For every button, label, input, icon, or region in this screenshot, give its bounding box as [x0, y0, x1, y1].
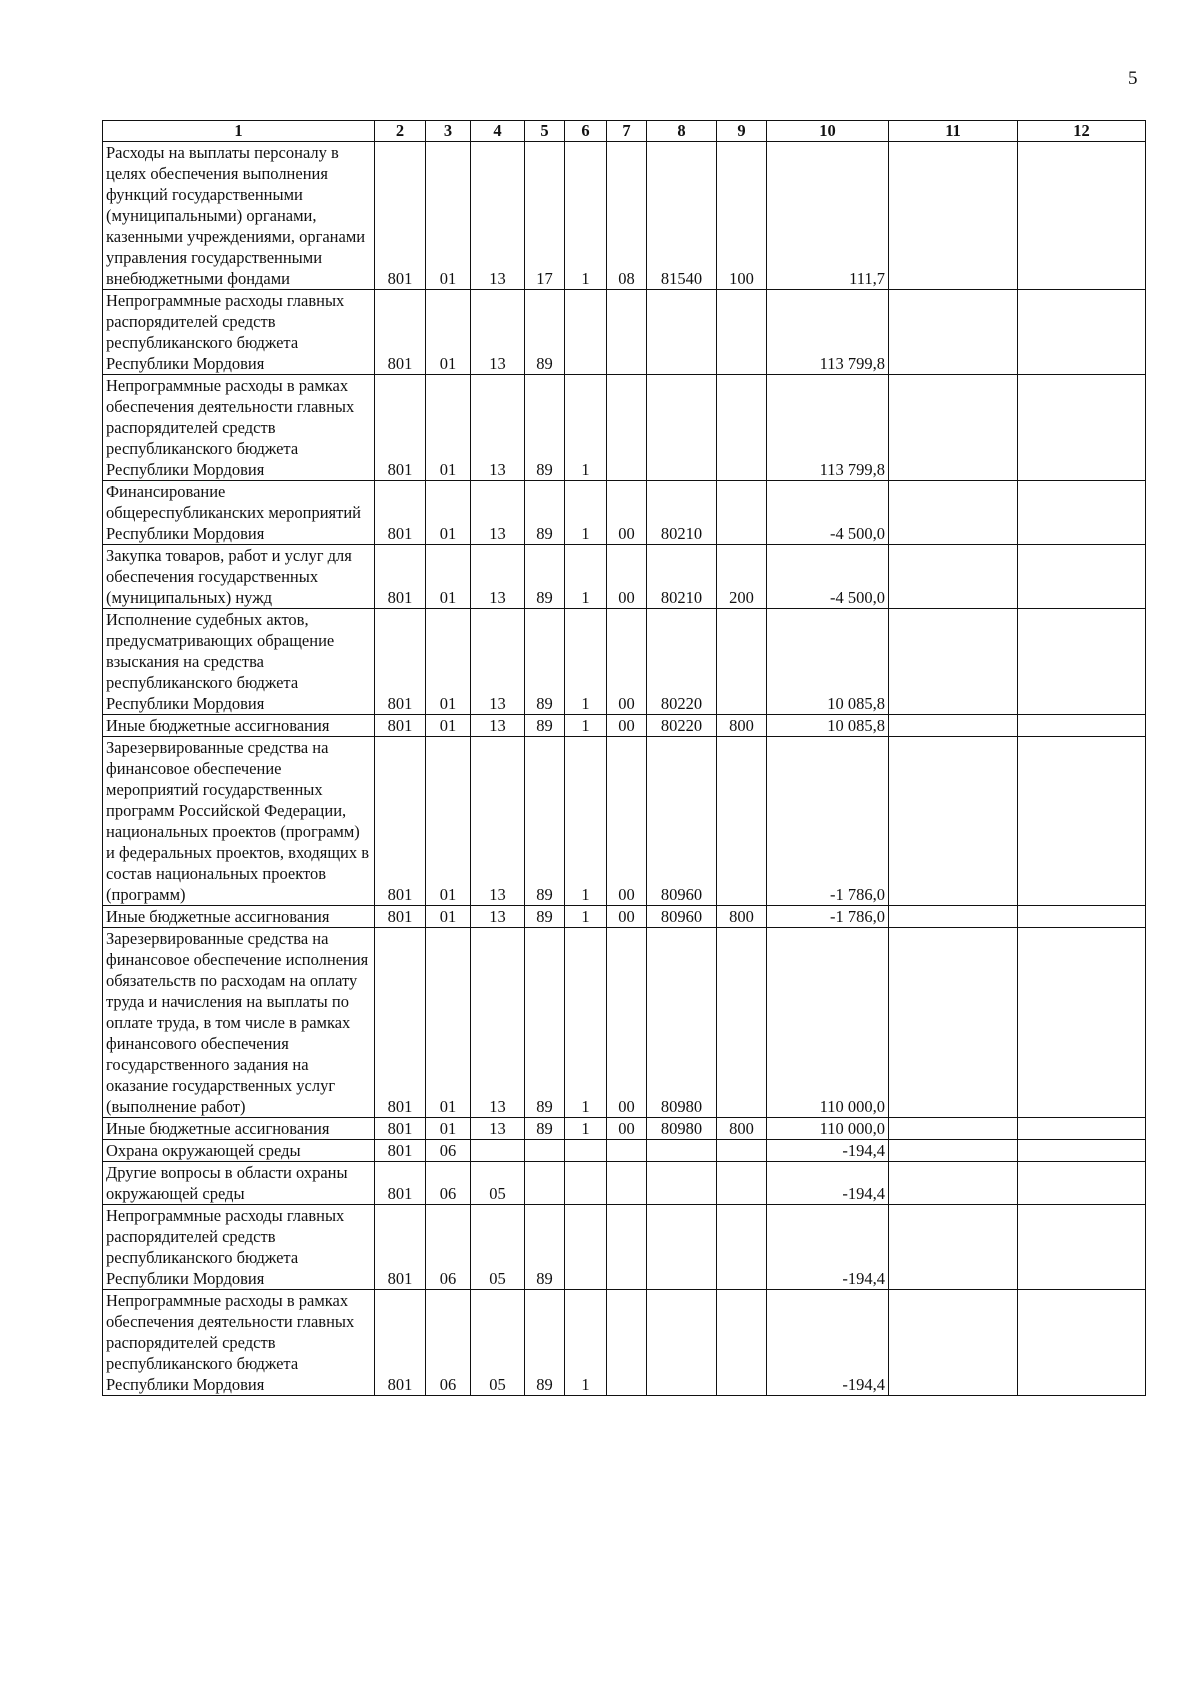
cell-subprogram-code: 1: [565, 1118, 607, 1140]
cell-direction-code: [647, 1140, 717, 1162]
cell-col-12: [1018, 906, 1146, 928]
cell-col-12: [1018, 1205, 1146, 1290]
cell-subsection-code: 13: [471, 142, 525, 290]
cell-subprogram-code: [565, 1205, 607, 1290]
cell-amount: 10 085,8: [767, 609, 889, 715]
cell-col-12: [1018, 1140, 1146, 1162]
cell-section-code: 01: [426, 545, 471, 609]
cell-ministry-code: 801: [375, 737, 426, 906]
cell-program-code: 89: [525, 1290, 565, 1396]
cell-col-11: [889, 375, 1018, 481]
cell-expense-type-code: 200: [717, 545, 767, 609]
cell-section-code: 01: [426, 715, 471, 737]
cell-col-11: [889, 609, 1018, 715]
cell-ministry-code: 801: [375, 290, 426, 375]
cell-subsection-code: 05: [471, 1162, 525, 1205]
cell-section-code: 06: [426, 1205, 471, 1290]
cell-section-code: 01: [426, 481, 471, 545]
cell-program-code: 89: [525, 375, 565, 481]
cell-expense-type-code: [717, 609, 767, 715]
table-row: [103, 1162, 1146, 1205]
cell-event-code: 00: [607, 928, 647, 1118]
header-row: [103, 121, 1146, 142]
cell-section-code: 01: [426, 737, 471, 906]
cell-section-code: 01: [426, 928, 471, 1118]
cell-expense-type-code: [717, 928, 767, 1118]
cell-event-code: 00: [607, 1118, 647, 1140]
cell-subsection-code: 13: [471, 715, 525, 737]
cell-ministry-code: 801: [375, 1290, 426, 1396]
cell-col-11: [889, 1140, 1018, 1162]
cell-amount: 110 000,0: [767, 1118, 889, 1140]
cell-col-12: [1018, 1290, 1146, 1396]
cell-subprogram-code: 1: [565, 906, 607, 928]
cell-item-name: Иные бюджетные ассигнования: [103, 715, 375, 737]
cell-col-11: [889, 1290, 1018, 1396]
cell-ministry-code: 801: [375, 715, 426, 737]
cell-amount: 110 000,0: [767, 928, 889, 1118]
cell-expense-type-code: [717, 1162, 767, 1205]
cell-subprogram-code: 1: [565, 737, 607, 906]
cell-subprogram-code: 1: [565, 928, 607, 1118]
cell-item-name: Другие вопросы в области охраны окружающей среды: [103, 1162, 375, 1205]
cell-col-12: [1018, 609, 1146, 715]
cell-subsection-code: 13: [471, 290, 525, 375]
cell-section-code: 01: [426, 1118, 471, 1140]
cell-program-code: 17: [525, 142, 565, 290]
cell-col-11: [889, 481, 1018, 545]
cell-section-code: 01: [426, 609, 471, 715]
cell-item-name: Непрограммные расходы главных распорядителей средств республиканского бюджета Республики Мордовия: [103, 290, 375, 375]
cell-section-code: 06: [426, 1162, 471, 1205]
cell-subprogram-code: 1: [565, 715, 607, 737]
cell-event-code: 00: [607, 481, 647, 545]
cell-expense-type-code: [717, 290, 767, 375]
cell-item-name: Зарезервированные средства на финансовое обеспечение исполнения обязательств по расходам на оплату труда и начисления на выплаты по оплате труда, в том числе в рамках финансового обеспечения государственного задания на оказание государственных услуг (выполнение работ): [103, 928, 375, 1118]
table-row: [103, 928, 1146, 1118]
column-header: 3: [426, 121, 471, 142]
cell-event-code: 00: [607, 609, 647, 715]
cell-direction-code: 80220: [647, 715, 717, 737]
cell-event-code: 00: [607, 545, 647, 609]
table-row: [103, 906, 1146, 928]
cell-item-name: Иные бюджетные ассигнования: [103, 906, 375, 928]
cell-section-code: 01: [426, 142, 471, 290]
cell-amount: -194,4: [767, 1140, 889, 1162]
cell-direction-code: 80960: [647, 906, 717, 928]
table-row: [103, 609, 1146, 715]
cell-subsection-code: 13: [471, 545, 525, 609]
cell-item-name: Исполнение судебных актов, предусматривающих обращение взыскания на средства республиканского бюджета Республики Мордовия: [103, 609, 375, 715]
column-header: 6: [565, 121, 607, 142]
cell-col-11: [889, 290, 1018, 375]
cell-subsection-code: 13: [471, 1118, 525, 1140]
cell-subprogram-code: 1: [565, 1290, 607, 1396]
cell-direction-code: [647, 1205, 717, 1290]
cell-program-code: 89: [525, 737, 565, 906]
cell-col-12: [1018, 142, 1146, 290]
cell-col-11: [889, 1205, 1018, 1290]
cell-subprogram-code: 1: [565, 481, 607, 545]
budget-table: [102, 120, 1146, 1396]
cell-col-12: [1018, 375, 1146, 481]
cell-col-11: [889, 1162, 1018, 1205]
cell-program-code: 89: [525, 1205, 565, 1290]
cell-section-code: 06: [426, 1140, 471, 1162]
cell-program-code: [525, 1140, 565, 1162]
table-row: [103, 737, 1146, 906]
cell-event-code: 00: [607, 906, 647, 928]
cell-item-name: Непрограммные расходы главных распорядителей средств республиканского бюджета Республики Мордовия: [103, 1205, 375, 1290]
cell-program-code: 89: [525, 715, 565, 737]
cell-col-12: [1018, 928, 1146, 1118]
cell-subsection-code: 05: [471, 1205, 525, 1290]
cell-program-code: [525, 1162, 565, 1205]
cell-event-code: [607, 1140, 647, 1162]
cell-item-name: Закупка товаров, работ и услуг для обеспечения государственных (муниципальных) нужд: [103, 545, 375, 609]
column-header: 5: [525, 121, 565, 142]
cell-col-11: [889, 1118, 1018, 1140]
table-row: [103, 715, 1146, 737]
cell-event-code: [607, 1290, 647, 1396]
cell-expense-type-code: 800: [717, 715, 767, 737]
cell-direction-code: [647, 1162, 717, 1205]
cell-program-code: 89: [525, 906, 565, 928]
cell-expense-type-code: [717, 1290, 767, 1396]
cell-item-name: Расходы на выплаты персоналу в целях обеспечения выполнения функций государственными (муниципальными) органами, казенными учреждениями, органами управления государственными внебюджетными фондами: [103, 142, 375, 290]
column-header: 7: [607, 121, 647, 142]
cell-amount: -1 786,0: [767, 906, 889, 928]
cell-ministry-code: 801: [375, 906, 426, 928]
cell-program-code: 89: [525, 481, 565, 545]
cell-section-code: 01: [426, 290, 471, 375]
cell-direction-code: 80980: [647, 928, 717, 1118]
cell-item-name: Финансирование общереспубликанских мероприятий Республики Мордовия: [103, 481, 375, 545]
cell-ministry-code: 801: [375, 1205, 426, 1290]
cell-col-11: [889, 928, 1018, 1118]
table-row: [103, 481, 1146, 545]
cell-expense-type-code: 800: [717, 1118, 767, 1140]
table-row: [103, 545, 1146, 609]
cell-direction-code: 80220: [647, 609, 717, 715]
cell-ministry-code: 801: [375, 1118, 426, 1140]
cell-amount: -1 786,0: [767, 737, 889, 906]
table-row: [103, 1140, 1146, 1162]
cell-ministry-code: 801: [375, 609, 426, 715]
column-header: 11: [889, 121, 1018, 142]
cell-direction-code: [647, 290, 717, 375]
cell-item-name: Зарезервированные средства на финансовое обеспечение мероприятий государственных программ Российской Федерации, национальных проектов (программ) и федеральных проектов, входящих в состав национальных проектов (программ): [103, 737, 375, 906]
cell-direction-code: 80960: [647, 737, 717, 906]
cell-direction-code: [647, 375, 717, 481]
cell-amount: -194,4: [767, 1205, 889, 1290]
cell-section-code: 01: [426, 375, 471, 481]
cell-direction-code: 80210: [647, 481, 717, 545]
cell-item-name: Иные бюджетные ассигнования: [103, 1118, 375, 1140]
cell-col-11: [889, 715, 1018, 737]
cell-expense-type-code: [717, 1140, 767, 1162]
table-row: [103, 375, 1146, 481]
cell-amount: -4 500,0: [767, 481, 889, 545]
cell-expense-type-code: 100: [717, 142, 767, 290]
table-row: [103, 290, 1146, 375]
cell-subsection-code: 05: [471, 1290, 525, 1396]
cell-ministry-code: 801: [375, 545, 426, 609]
cell-ministry-code: 801: [375, 928, 426, 1118]
cell-col-12: [1018, 290, 1146, 375]
cell-item-name: Охрана окружающей среды: [103, 1140, 375, 1162]
cell-col-12: [1018, 715, 1146, 737]
cell-ministry-code: 801: [375, 142, 426, 290]
cell-col-11: [889, 737, 1018, 906]
cell-event-code: 08: [607, 142, 647, 290]
cell-subsection-code: 13: [471, 906, 525, 928]
column-header: 2: [375, 121, 426, 142]
cell-col-11: [889, 142, 1018, 290]
cell-ministry-code: 801: [375, 375, 426, 481]
cell-subprogram-code: 1: [565, 142, 607, 290]
cell-subsection-code: [471, 1140, 525, 1162]
cell-event-code: 00: [607, 715, 647, 737]
cell-program-code: 89: [525, 928, 565, 1118]
cell-ministry-code: 801: [375, 1140, 426, 1162]
cell-subprogram-code: [565, 1140, 607, 1162]
column-header: 12: [1018, 121, 1146, 142]
cell-item-name: Непрограммные расходы в рамках обеспечения деятельности главных распорядителей средств республиканского бюджета Республики Мордовия: [103, 375, 375, 481]
cell-section-code: 06: [426, 1290, 471, 1396]
cell-subprogram-code: 1: [565, 545, 607, 609]
cell-direction-code: 80210: [647, 545, 717, 609]
cell-program-code: 89: [525, 290, 565, 375]
cell-amount: 10 085,8: [767, 715, 889, 737]
page-number: 5: [1128, 68, 1138, 89]
cell-col-12: [1018, 1162, 1146, 1205]
cell-col-12: [1018, 737, 1146, 906]
cell-expense-type-code: [717, 481, 767, 545]
cell-subsection-code: 13: [471, 609, 525, 715]
cell-event-code: [607, 375, 647, 481]
column-header: 4: [471, 121, 525, 142]
cell-col-12: [1018, 545, 1146, 609]
column-header: 8: [647, 121, 717, 142]
cell-program-code: 89: [525, 545, 565, 609]
cell-event-code: 00: [607, 737, 647, 906]
cell-subsection-code: 13: [471, 375, 525, 481]
cell-amount: -194,4: [767, 1290, 889, 1396]
cell-expense-type-code: [717, 1205, 767, 1290]
cell-ministry-code: 801: [375, 1162, 426, 1205]
cell-subsection-code: 13: [471, 481, 525, 545]
table-row: [103, 1290, 1146, 1396]
cell-col-11: [889, 545, 1018, 609]
cell-program-code: 89: [525, 609, 565, 715]
cell-col-11: [889, 906, 1018, 928]
cell-subsection-code: 13: [471, 928, 525, 1118]
column-header: 9: [717, 121, 767, 142]
cell-col-12: [1018, 1118, 1146, 1140]
cell-amount: 111,7: [767, 142, 889, 290]
cell-direction-code: 81540: [647, 142, 717, 290]
cell-expense-type-code: [717, 737, 767, 906]
cell-amount: 113 799,8: [767, 375, 889, 481]
cell-subprogram-code: [565, 1162, 607, 1205]
table-row: [103, 1118, 1146, 1140]
cell-event-code: [607, 1205, 647, 1290]
cell-program-code: 89: [525, 1118, 565, 1140]
cell-col-12: [1018, 481, 1146, 545]
cell-subprogram-code: [565, 290, 607, 375]
cell-subsection-code: 13: [471, 737, 525, 906]
cell-item-name: Непрограммные расходы в рамках обеспечения деятельности главных распорядителей средств республиканского бюджета Республики Мордовия: [103, 1290, 375, 1396]
cell-ministry-code: 801: [375, 481, 426, 545]
column-header: 10: [767, 121, 889, 142]
cell-expense-type-code: 800: [717, 906, 767, 928]
cell-direction-code: [647, 1290, 717, 1396]
cell-section-code: 01: [426, 906, 471, 928]
cell-subprogram-code: 1: [565, 375, 607, 481]
cell-amount: 113 799,8: [767, 290, 889, 375]
cell-direction-code: 80980: [647, 1118, 717, 1140]
cell-subprogram-code: 1: [565, 609, 607, 715]
table-row: [103, 1205, 1146, 1290]
cell-amount: -194,4: [767, 1162, 889, 1205]
table-body: [103, 142, 1146, 1396]
cell-amount: -4 500,0: [767, 545, 889, 609]
cell-event-code: [607, 290, 647, 375]
column-header: 1: [103, 121, 375, 142]
table-row: [103, 142, 1146, 290]
cell-event-code: [607, 1162, 647, 1205]
cell-expense-type-code: [717, 375, 767, 481]
